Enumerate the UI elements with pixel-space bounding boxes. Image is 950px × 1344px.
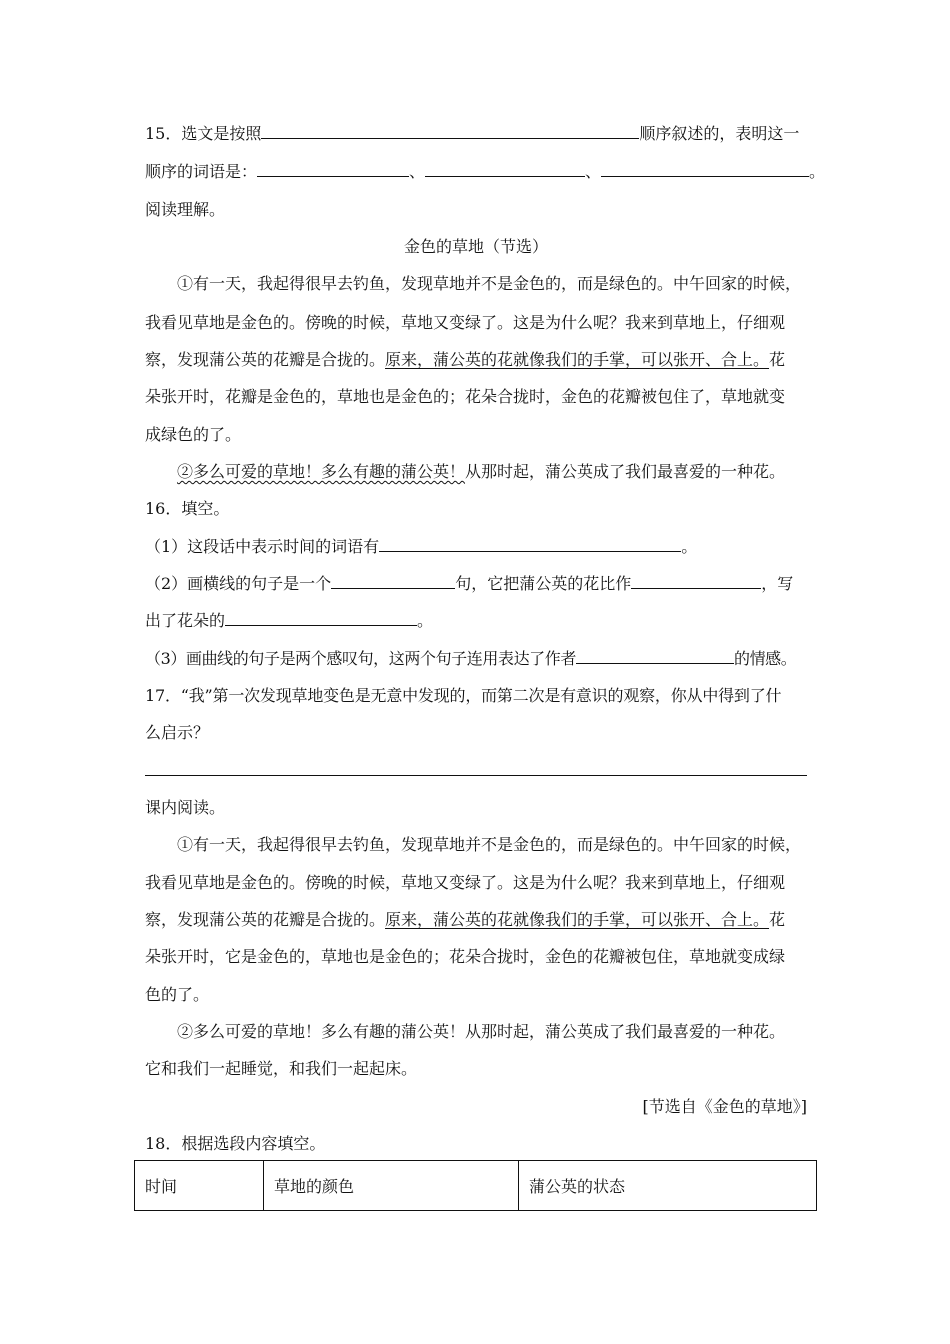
underlined-sentence: 原来，蒲公英的花就像我们的手掌，可以张开、合上。 xyxy=(385,350,770,369)
wavy-underlined-sentence: ②多么可爱的草地！多么有趣的蒲公英！ xyxy=(177,462,466,481)
q16-sub-2-cont xyxy=(145,611,807,631)
source-citation: [节选自《金色的草地》] xyxy=(642,1097,807,1116)
question-text: （3）画曲线的句子是两个感叹句，这两个句子连用表达了作者 xyxy=(145,649,576,668)
passage-line: 我看见草地是金色的。傍晚的时候，草地又变绿了。这是为什么呢？我来到草地上，仔细观 xyxy=(145,313,786,332)
question-text: 的情感。 xyxy=(733,649,797,668)
q16-sub-2 xyxy=(145,574,807,594)
period: 。 xyxy=(417,611,434,630)
passage-text: 花 xyxy=(769,910,786,929)
question-text: 出了花朵的 xyxy=(145,611,226,630)
answer-blank-word-2[interactable] xyxy=(425,162,585,177)
table-header-row xyxy=(135,1161,817,1211)
answer-blank-time-words[interactable] xyxy=(379,537,681,552)
passage-line xyxy=(145,350,807,370)
answer-blank-word-1[interactable] xyxy=(257,162,409,177)
section-heading: 阅读理解。 xyxy=(145,200,226,219)
passage-line: 朵张开时，花瓣是金色的，草地也是金色的；花朵合拢时，金色的花瓣被包住了，草地就变 xyxy=(145,387,786,406)
q16-sub-3 xyxy=(145,649,807,669)
table-header-time: 时间 xyxy=(135,1161,264,1211)
answer-blank-emotion[interactable] xyxy=(576,649,734,664)
answer-line-q17[interactable] xyxy=(145,775,807,776)
question-text: ，写 xyxy=(761,574,794,593)
section-heading: 课内阅读。 xyxy=(145,798,226,817)
table-header-grass-color: 草地的颜色 xyxy=(264,1161,519,1211)
underlined-sentence: 原来，蒲公英的花就像我们的手掌，可以张开、合上。 xyxy=(385,910,770,929)
passage-line: ①有一天，我起得很早去钓鱼，发现草地并不是金色的，而是绿色的。中午回家的时候， xyxy=(177,835,802,854)
passage-line: 它和我们一起睡觉，和我们一起起床。 xyxy=(145,1059,418,1078)
period: 。 xyxy=(809,162,826,181)
q18-title: 18．根据选段内容填空。 xyxy=(145,1134,326,1153)
passage-line xyxy=(145,910,807,930)
passage-text: 从那时起，蒲公英成了我们最喜爱的一种花。 xyxy=(465,462,786,481)
question-text: 句，它把蒲公英的花比作 xyxy=(455,574,632,593)
question-text: （1）这段话中表示时间的词语有 xyxy=(145,537,380,556)
passage-line: 色的了。 xyxy=(145,985,210,1004)
passage-line: 成绿色的了。 xyxy=(145,425,242,444)
passage-line: 朵张开时，它是金色的，草地也是金色的；花朵合拢时，金色的花瓣被包住，草地就变成绿 xyxy=(145,947,786,966)
passage-line: ②多么可爱的草地！多么有趣的蒲公英！从那时起，蒲公英成了我们最喜爱的一种花。 xyxy=(177,1022,786,1041)
passage-line xyxy=(145,462,807,482)
q17-line-1: 17．“我”第一次发现草地变色是无意中发现的，而第二次是有意识的观察，你从中得到了什 xyxy=(145,686,782,705)
passage-line: 我看见草地是金色的。傍晚的时候，草地又变绿了。这是为什么呢？我来到草地上，仔细观 xyxy=(145,873,786,892)
separator: 、 xyxy=(585,162,602,181)
answer-blank-word-3[interactable] xyxy=(601,162,809,177)
answer-blank-sentence-type[interactable] xyxy=(331,574,455,589)
answer-blank-order[interactable] xyxy=(261,124,639,139)
answer-blank-compared-to[interactable] xyxy=(631,574,761,589)
question-text: （2）画横线的句子是一个 xyxy=(145,574,332,593)
q15-line-1 xyxy=(145,124,807,144)
q17-line-2: 么启示？ xyxy=(145,723,210,742)
q15-line-2 xyxy=(145,162,826,182)
passage-text: 花 xyxy=(769,350,786,369)
period: 。 xyxy=(681,537,698,556)
q15-text-b: 顺序叙述的，表明这一 xyxy=(639,124,800,143)
passage-text: 察，发现蒲公英的花瓣是合拢的。 xyxy=(145,910,386,929)
answer-table xyxy=(134,1160,817,1211)
q16-title: 16．填空。 xyxy=(145,499,230,518)
table-header-dandelion-state: 蒲公英的状态 xyxy=(519,1161,817,1211)
q15-text-a: 15．选文是按照 xyxy=(145,124,262,143)
passage-line: ①有一天，我起得很早去钓鱼，发现草地并不是金色的，而是绿色的。中午回家的时候， xyxy=(177,274,802,293)
passage-title: 金色的草地（节选） xyxy=(403,237,548,256)
q16-sub-1 xyxy=(145,537,807,557)
separator: 、 xyxy=(409,162,426,181)
answer-blank-flower-feature[interactable] xyxy=(225,611,417,626)
passage-text: 察，发现蒲公英的花瓣是合拢的。 xyxy=(145,350,386,369)
q15-text-c: 顺序的词语是： xyxy=(145,162,258,181)
